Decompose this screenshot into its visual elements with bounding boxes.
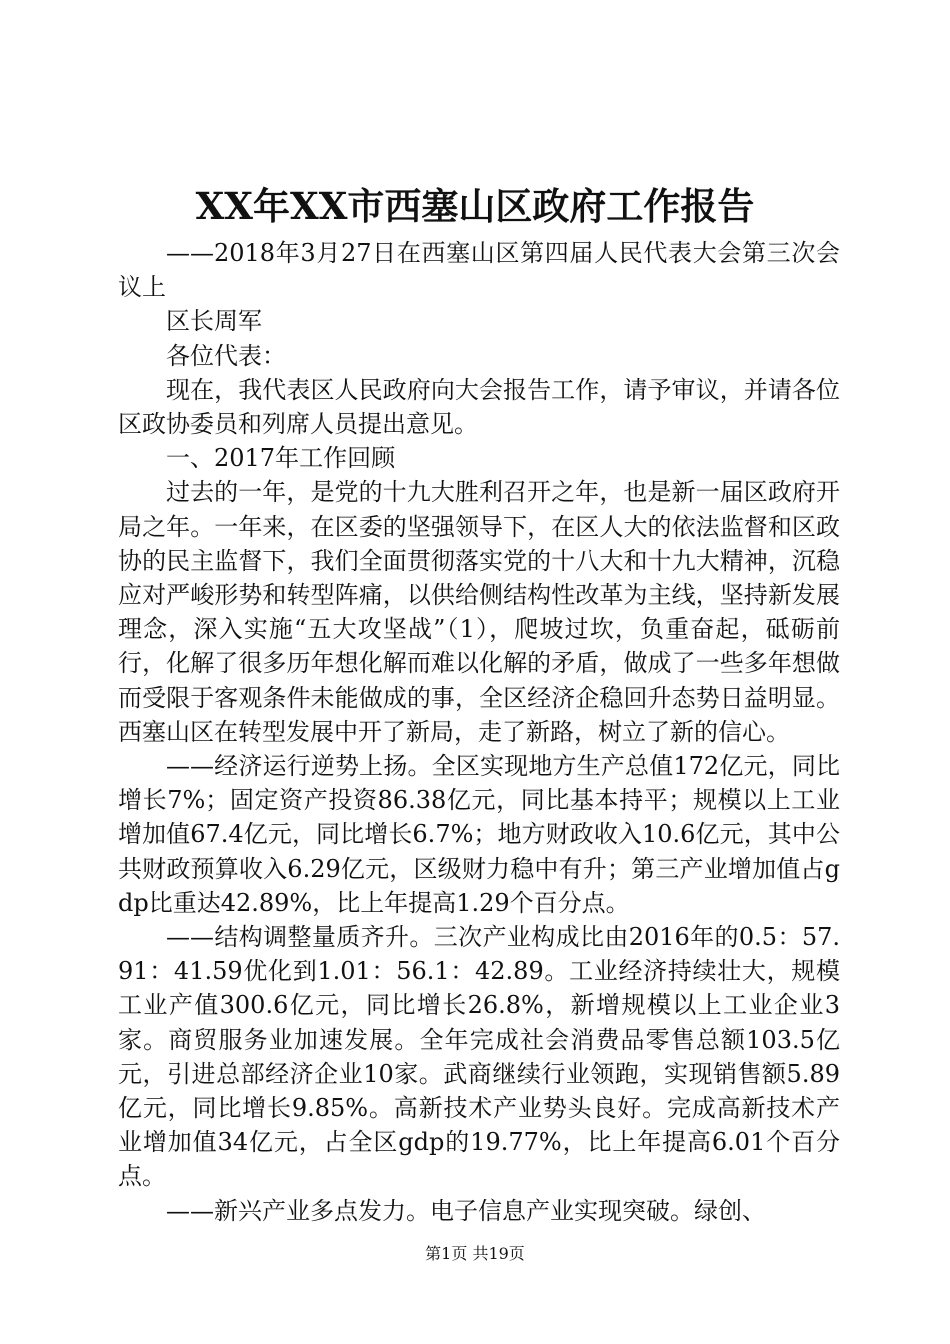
page-number-footer: 第1页 共19页 bbox=[425, 1244, 525, 1263]
body-paragraph: ——结构调整量质齐升。三次产业构成比由2016年的0.5：57.91：41.59优化到1.01：56.1：42.89。工业经济持续壮大，规模工业产值300.6亿元，同比增长26.8%，新增规模以上工业企业3家。商贸服务业加速发展。全年完成社会消费品零售总额103.5亿元，引进总部经济企业10家。武商继续行业领跑，实现销售额5.89亿元，同比增长9.85%。高新技术产业势头良好。完成高新技术产业增加值34亿元，占全区gdp的19.77%，比上年提高6.01个百分点。 bbox=[118, 923, 840, 1191]
section-heading: 一、2017年工作回顾 bbox=[166, 444, 396, 473]
body-paragraph: 过去的一年，是党的十九大胜利召开之年，也是新一届区政府开局之年。一年来，在区委的坚强领导下，在区人大的依法监督和区政协的民主监督下，我们全面贯彻落实党的十八大和十九大精神，沉稳应对严峻形势和转型阵痛，以供给侧结构性改革为主线，坚持新发展理念，深入实施“五大攻坚战”（1），爬坡过坎，负重奋起，砥砺前行，化解了很多历年想化解而难以化解的矛盾，做成了一些多年想做而受限于客观条件未能做成的事，全区经济企稳回升态势日益明显。西塞山区在转型发展中开了新局，走了新路，树立了新的信心。 bbox=[118, 478, 840, 746]
document-title: XX年XX市西塞山区政府工作报告 bbox=[195, 184, 755, 228]
body-paragraph: ——经济运行逆势上扬。全区实现地方生产总值172亿元，同比增长7%；固定资产投资86.38亿元，同比基本持平；规模以上工业增加值67.4亿元，同比增长6.7%；地方财政收入10.6亿元，其中公共财政预算收入6.29亿元，区级财力稳中有升；第三产业增加值占gdp比重达42.89%，比上年提高1.29个百分点。 bbox=[118, 752, 840, 917]
intro-paragraph: 现在，我代表区人民政府向大会报告工作，请予审议，并请各位区政协委员和列席人员提出意见。 bbox=[118, 375, 840, 439]
salutation: 各位代表： bbox=[166, 341, 286, 370]
speaker-line: 区长周军 bbox=[166, 307, 262, 336]
body-paragraph: ——新兴产业多点发力。电子信息产业实现突破。绿创、 bbox=[166, 1196, 766, 1225]
document-body bbox=[118, 236, 840, 1228]
subtitle-paragraph: ——2018年3月27日在西塞山区第四届人民代表大会第三次会议上 bbox=[118, 239, 840, 302]
